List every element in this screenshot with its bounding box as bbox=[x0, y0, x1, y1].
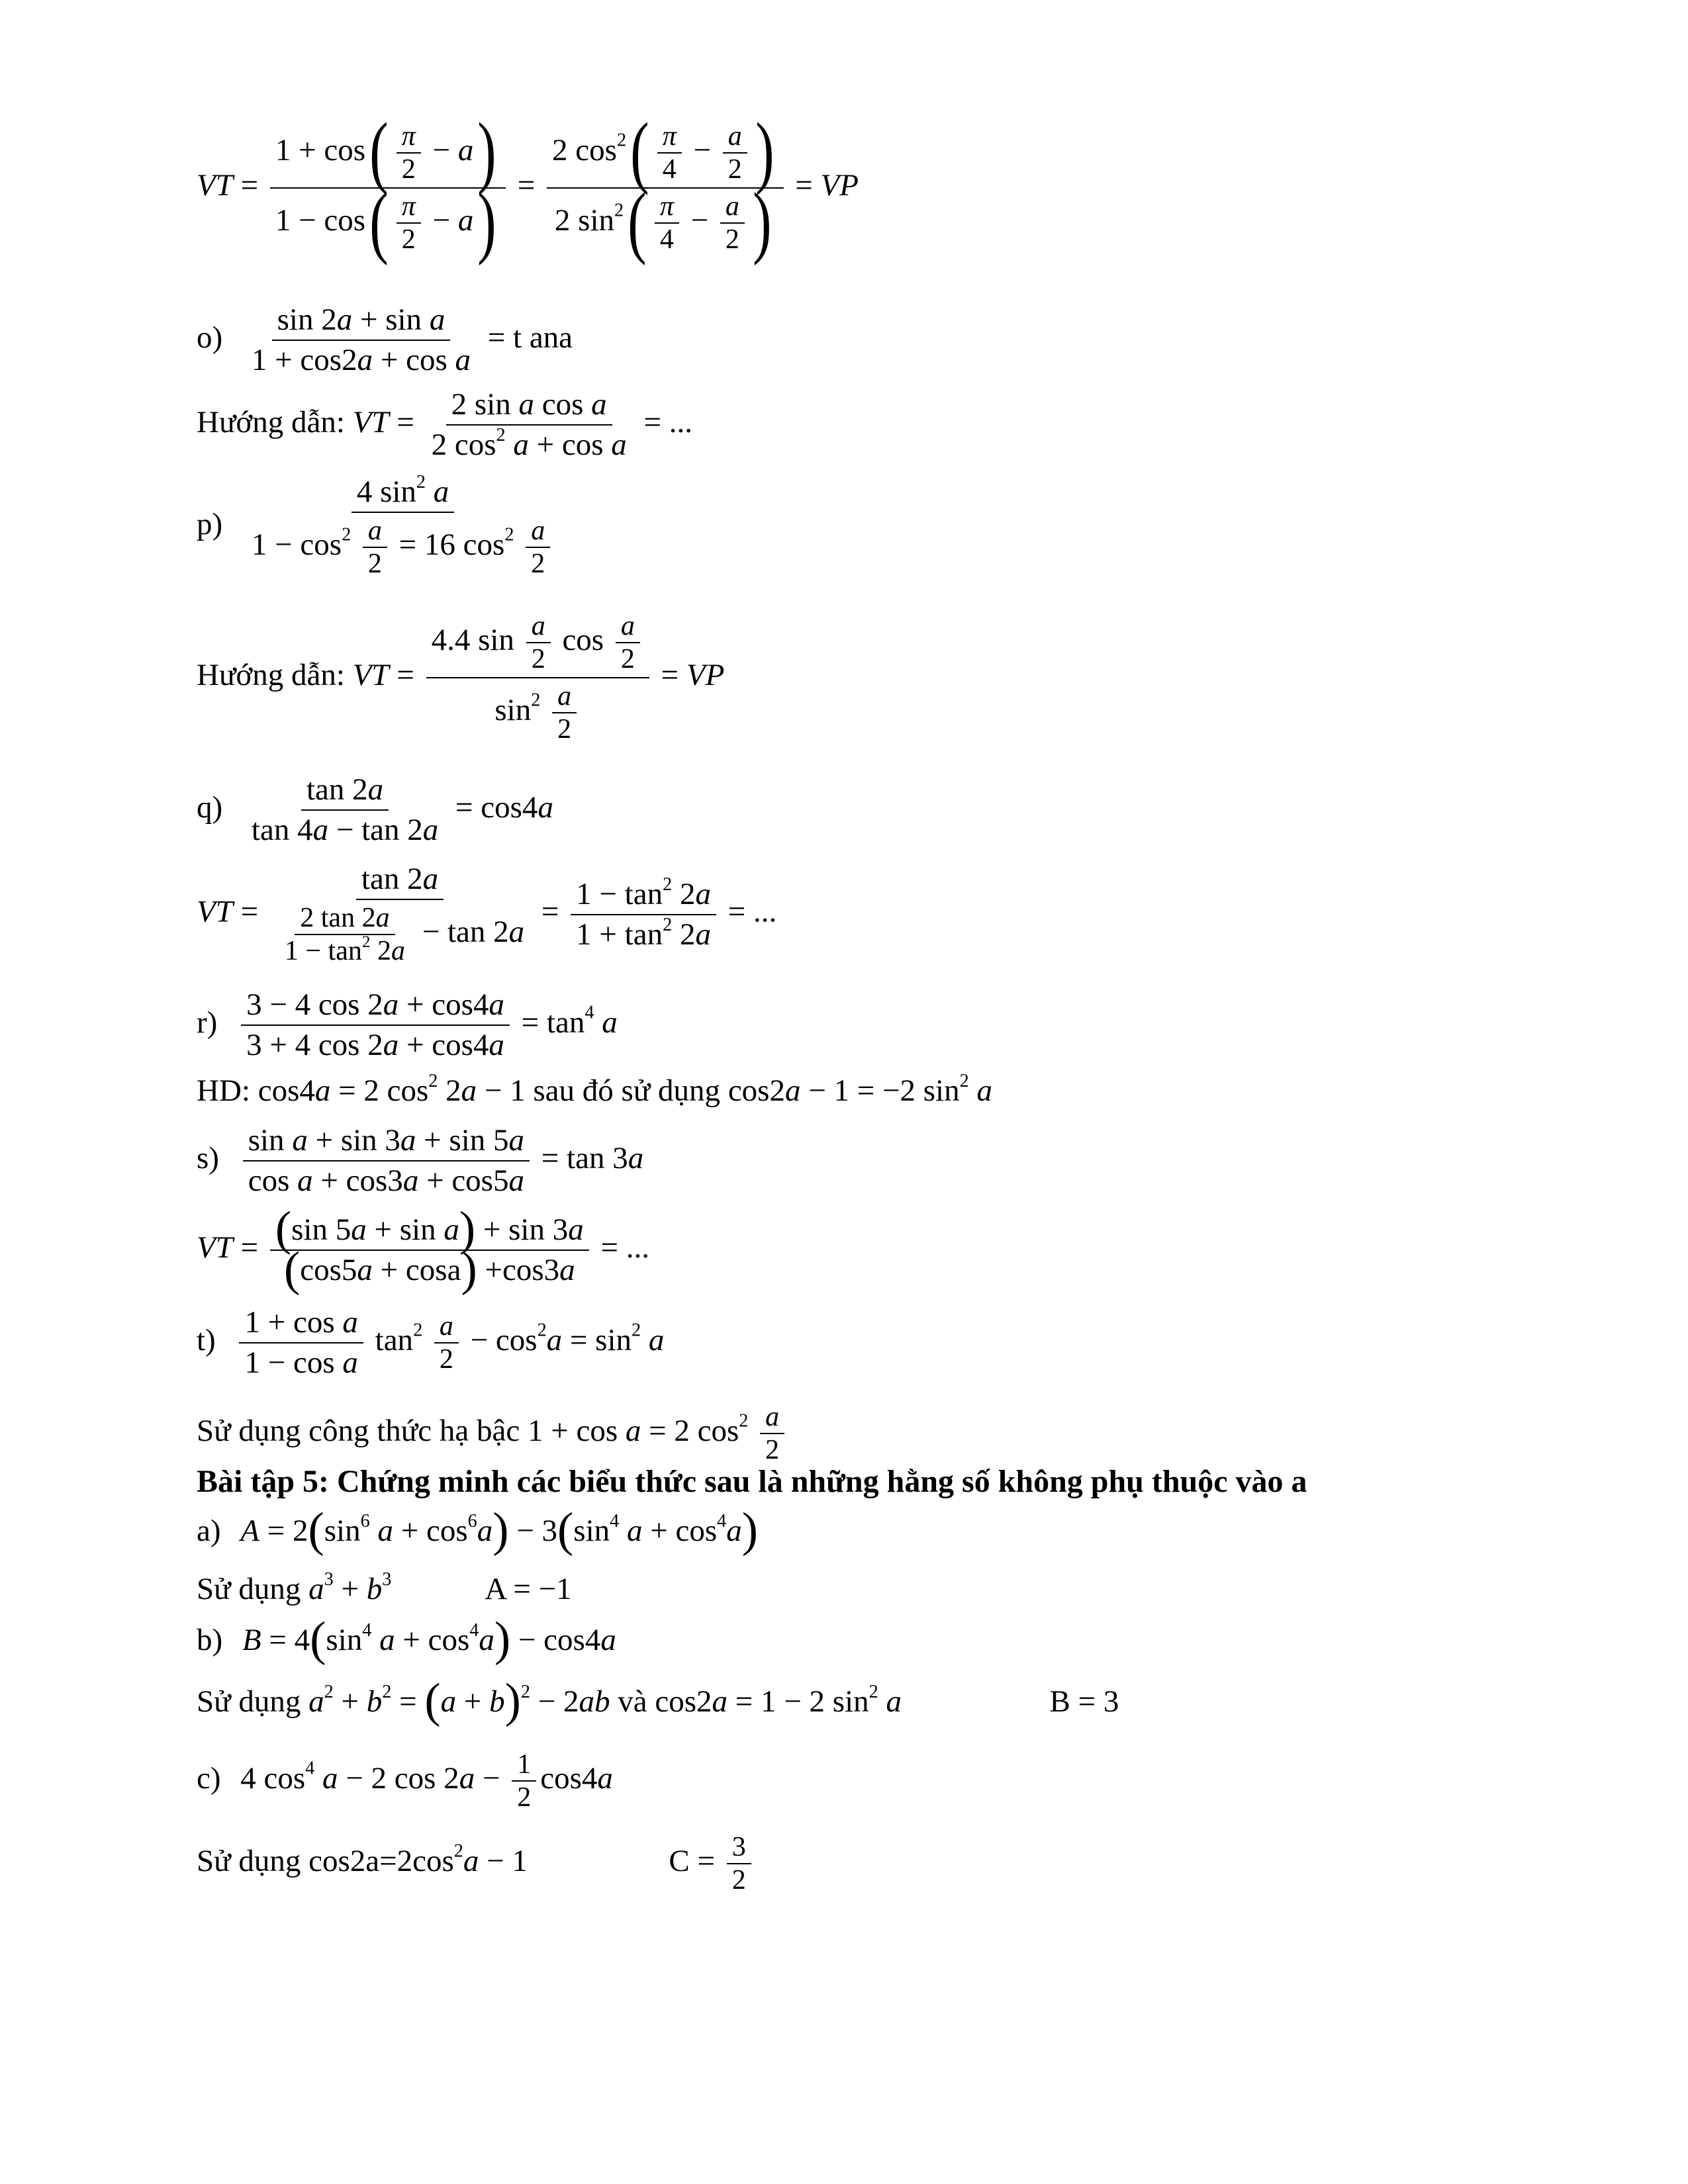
problem-c: c) 4 $\cos^4 a - 2$ cos 2a − $\frac{1}{2}$ cos4a bbox=[197, 1749, 613, 1813]
problem-b: b) $B = 4(\sin^4$ $a + \cos^4a) - \cos 4a$ bbox=[197, 1612, 616, 1666]
heading-bai-tap-5: Bài tập 5: Chứng minh các biểu thức sau là những hằng số không phụ thuộc vào a bbox=[197, 1464, 1307, 1499]
label-c: c) bbox=[197, 1760, 221, 1796]
su-dung-text: Sử dụng bbox=[197, 1572, 301, 1606]
problem-o: o) $\frac{\text{sin 2a + sin a}}{\text{1 + cos2a + cos a}}$ = t ana bbox=[197, 302, 573, 377]
hd-label: HD: bbox=[197, 1073, 250, 1108]
label-t: t) bbox=[197, 1322, 216, 1357]
problem-t: t) $\frac{\text{1 + cos a}}{\text{1 − cos a}}$ $\tan^2$ $\frac{a}{2}$ − $\cos^2a = \sin^2 a$ bbox=[197, 1305, 665, 1380]
va-text: và bbox=[618, 1684, 647, 1719]
hint-b: Sử dụng $a^2 + b^2 = (a + b)^2 - 2ab$ và cos2a = 1 − 2 $\sin^2 a$ B = 3 bbox=[197, 1673, 1119, 1727]
eq-vt-sin: VT = $\frac{\text{(sin 5a + sin a) + sin 3a}}{(\cos 5a + \cos a) +\cos 3a}$ = ... bbox=[197, 1201, 649, 1296]
result-a: A = −1 bbox=[485, 1572, 572, 1606]
hint-p: Hướng dẫn: VT = 4.4 sin $\frac{a}{2}$ cos $\frac{a}{2}$ $\sin^2$ $\frac{a}{2}$ = VP bbox=[197, 611, 725, 745]
su-dung-text: Sử dụng bbox=[197, 1843, 301, 1878]
hint-label: Hướng dẫn: bbox=[197, 404, 345, 439]
result-c-lhs: C = bbox=[669, 1843, 716, 1878]
tana-text: t ana bbox=[513, 320, 573, 355]
label-o: o) bbox=[197, 320, 223, 355]
hint-a: Sử dụng $a^3 + b^3$ A = −1 bbox=[197, 1569, 572, 1606]
result-b: B = 3 bbox=[1049, 1684, 1119, 1719]
ha-bac-text: Sử dụng công thức hạ bậc bbox=[197, 1413, 520, 1448]
label-a: a) bbox=[197, 1514, 221, 1548]
hint-o: Hướng dẫn: VT = $\frac{\text{2 sin a cos a}}{2 \cos^2 a + \cos a}$ = ... bbox=[197, 387, 693, 462]
eq-vt-tan: VT = tan 2a $\frac{2 \tan 2a}{1 - \tan^2 2a}$ − tan 2a = $\frac{1 - \tan^2 2a}{1 + \tan^2 2a}$ = ... bbox=[197, 862, 777, 966]
result-c-den: 2 bbox=[731, 1865, 746, 1895]
eq-vt-cos-pi: VT = 1 + cos( $\frac{\pi}{2}$ − a) 1 − cos( $\frac{\pi}{2}$ − a) = 2 $\cos^2$( $\frac{\pi}{4}$ − $\frac{a}{2}$ ) 2 $\sin^2$( $\frac{\pi}{4}$ − $\frac{a}{2}$ ) = VP bbox=[197, 106, 859, 266]
problem-a: a) $A = 2(\sin^6$ $a + \cos^6a) - 3(\sin^4$ $a + \cos^4a$) bbox=[197, 1502, 759, 1557]
sau-do-text: sau đó sử dụng bbox=[533, 1073, 721, 1108]
hint-r: HD: cos4a = 2 $\cos^2 2a - 1$ sau đó sử dụng cos2a − 1 = −2 $\sin^2 a$ bbox=[197, 1070, 992, 1108]
hint-label: Hướng dẫn: bbox=[197, 657, 345, 692]
hint-t: Sử dụng công thức hạ bậc 1 + cos a = 2 $\cos^2$ $\frac{a}{2}$ bbox=[197, 1403, 788, 1464]
problem-r: r) $\frac{3 - 4 \cos 2a + \cos 4a}{3 + 4 \cos 2a + \cos 4a}$ = $\tan^4 a$ bbox=[197, 987, 618, 1062]
label-q: q) bbox=[197, 790, 223, 825]
su-dung-text: Sử dụng bbox=[197, 1684, 301, 1719]
label-s: s) bbox=[197, 1140, 219, 1175]
problem-q: q) $\frac{\tan 2a}{\tan 4a - \tan 2a}$ = cos4a bbox=[197, 772, 553, 847]
label-b: b) bbox=[197, 1623, 223, 1657]
problem-s: s) $\frac{\text{sin a + sin 3a + sin 5a}}{\text{cos a + cos3a + cos5a}}$ = tan 3a bbox=[197, 1123, 644, 1198]
label-r: r) bbox=[197, 1005, 218, 1040]
label-p: p) bbox=[197, 507, 223, 542]
problem-p: p) 4 $\sin^2 a$ $1 - \cos^2$ $\frac{a}{2}$ = 16 $\cos^2$ $\frac{a}{2}$ bbox=[197, 477, 563, 578]
hint-c: Sử dụng $\cos 2a=2\cos^2a - 1$ C = $\frac{3}{2}$ bbox=[197, 1833, 755, 1894]
result-c-num: 3 bbox=[727, 1833, 751, 1864]
